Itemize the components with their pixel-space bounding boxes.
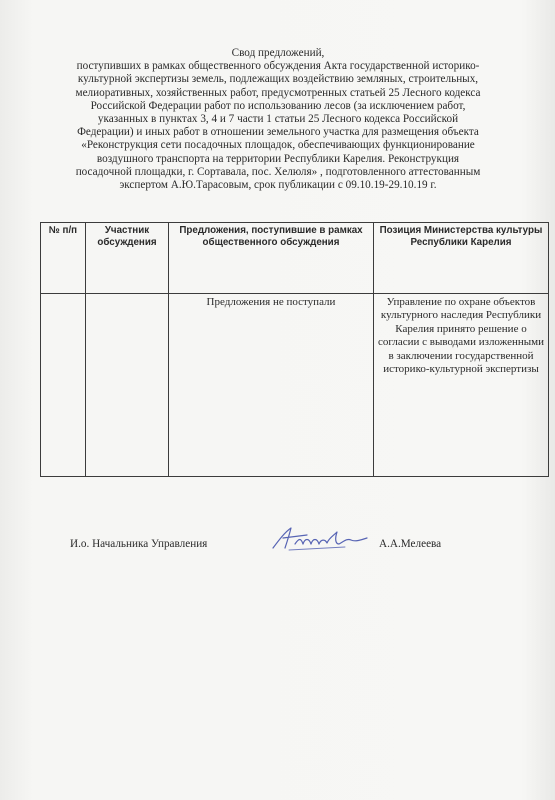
document-title bbox=[28, 47, 528, 192]
title-line: мелиоративных, хозяйственных работ, предусмотренных статьей 25 Лесного кодекса bbox=[75, 86, 481, 99]
cell-proposals: Предложения не поступали bbox=[169, 294, 374, 477]
title-line: Российской Федерации работ по использованию лесов (за исключением работ, bbox=[90, 99, 466, 112]
cell-number bbox=[41, 294, 86, 477]
signer-name: А.А.Мелеева bbox=[379, 538, 442, 550]
title-line: указанных в пунктах 3, 4 и 7 части 1 статьи 25 Лесного кодекса Российской bbox=[97, 113, 459, 126]
title-line: Федерации) и иных работ в отношении земельного участка для размещения объекта bbox=[77, 126, 479, 139]
signer-title: И.о. Начальника Управления bbox=[70, 538, 208, 550]
header-proposals: Предложения, поступившие в рамках общественного обсуждения bbox=[169, 223, 374, 294]
header-position: Позиция Министерства культуры Республики Карелия bbox=[374, 223, 549, 294]
header-number: № п/п bbox=[41, 223, 86, 294]
header-participant: Участник обсуждения bbox=[86, 223, 169, 294]
title-line: посадочной площадки, г. Сортавала, пос. Хелюля» , подготовленного аттестованным bbox=[75, 165, 481, 178]
table-row bbox=[41, 294, 549, 477]
proposals-table bbox=[40, 222, 549, 477]
cell-participant bbox=[86, 294, 169, 477]
cell-position: Управление по охране объектов культурного наследия Республики Карелия принято решение о согласии с выводами изложенными в заключении государственной историко-культурной экспертизы bbox=[374, 294, 549, 477]
title-line: Свод предложений, bbox=[231, 47, 325, 59]
title-line: культурной экспертизы земель, подлежащих воздействию земляных, строительных, bbox=[77, 73, 479, 86]
title-line: воздушного транспорта на территории Республики Карелия. Реконструкция bbox=[96, 152, 460, 165]
title-line: поступивших в рамках общественного обсуждения Акта государственной историко- bbox=[76, 60, 480, 73]
handwritten-signature bbox=[265, 518, 375, 558]
table-header-row bbox=[41, 223, 549, 294]
title-line: «Реконструкция сети посадочных площадок, обеспечивающих функционирование bbox=[81, 139, 475, 152]
title-line: экспертом А.Ю.Тарасовым, срок публикации с 09.10.19-29.10.19 г. bbox=[119, 179, 437, 192]
